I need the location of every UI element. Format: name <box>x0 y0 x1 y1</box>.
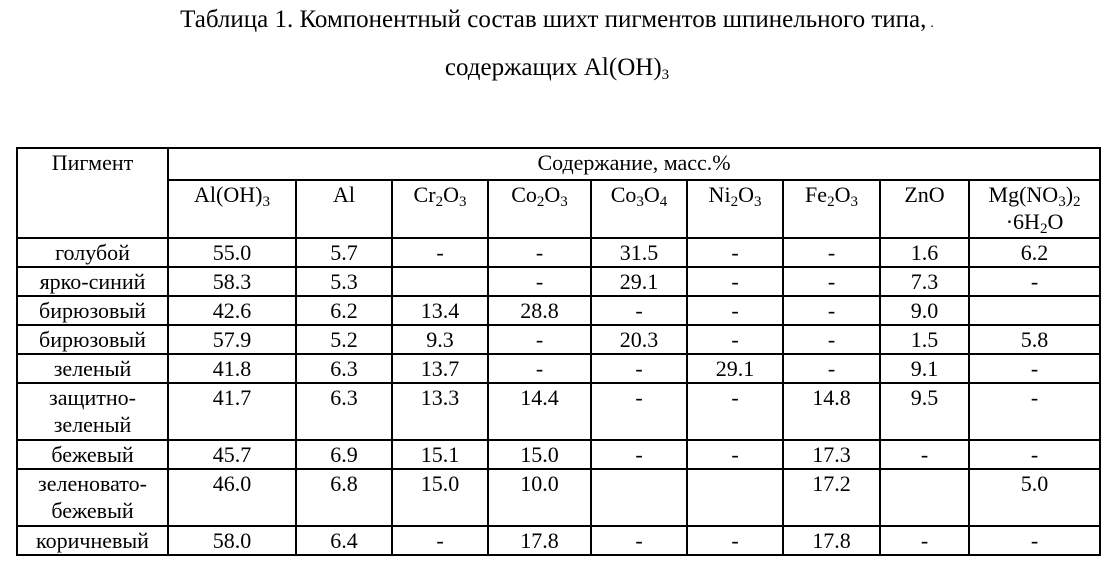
pigment-name: коричневый <box>17 526 168 555</box>
value-cell: 5.7 <box>296 238 392 267</box>
value-cell: 15.1 <box>392 440 488 469</box>
value-cell: 41.8 <box>168 354 296 383</box>
column-header-4: $Co_3O_4$ <box>591 180 687 238</box>
value-cell: 55.0 <box>168 238 296 267</box>
value-cell: - <box>488 354 591 383</box>
value-cell: 29.1 <box>687 354 783 383</box>
value-cell: - <box>687 238 783 267</box>
pigment-name: защитно- зеленый <box>17 383 168 440</box>
value-cell: - <box>783 296 880 325</box>
value-cell: 17.8 <box>783 526 880 555</box>
value-cell: - <box>687 383 783 440</box>
value-cell: 20.3 <box>591 325 687 354</box>
column-header-7: ZnO <box>880 180 969 238</box>
value-cell: - <box>687 440 783 469</box>
value-cell <box>687 469 783 526</box>
value-cell: 6.4 <box>296 526 392 555</box>
value-cell: 14.4 <box>488 383 591 440</box>
value-cell: 14.8 <box>783 383 880 440</box>
value-cell: - <box>880 526 969 555</box>
value-cell: 9.0 <box>880 296 969 325</box>
value-cell: - <box>969 383 1100 440</box>
value-cell: 29.1 <box>591 267 687 296</box>
value-cell: - <box>783 354 880 383</box>
value-cell: 58.3 <box>168 267 296 296</box>
value-cell: - <box>969 440 1100 469</box>
pigment-name: зеленый <box>17 354 168 383</box>
column-header-8: $Mg(NO_3)_2$ $\cdot 6H_2O$ <box>969 180 1100 238</box>
value-cell: 1.5 <box>880 325 969 354</box>
value-cell: - <box>392 238 488 267</box>
value-cell: 9.5 <box>880 383 969 440</box>
column-header-2: $Cr_2O_3$ <box>392 180 488 238</box>
value-cell: 9.3 <box>392 325 488 354</box>
value-cell: - <box>880 440 969 469</box>
value-cell: 58.0 <box>168 526 296 555</box>
column-header-5: $Ni_2O_3$ <box>687 180 783 238</box>
value-cell: 41.7 <box>168 383 296 440</box>
table-row <box>17 296 1100 325</box>
pigment-name: бирюзовый <box>17 296 168 325</box>
table-row <box>17 526 1100 555</box>
table-row <box>17 238 1100 267</box>
value-cell: 6.3 <box>296 383 392 440</box>
pigment-name: бежевый <box>17 440 168 469</box>
value-cell: 46.0 <box>168 469 296 526</box>
value-cell: - <box>969 526 1100 555</box>
column-header-0: $Al(OH)_3$ <box>168 180 296 238</box>
table-row <box>17 383 1100 440</box>
composition-table <box>16 147 1101 556</box>
value-cell: 13.4 <box>392 296 488 325</box>
table-row <box>17 267 1100 296</box>
value-cell: - <box>488 325 591 354</box>
value-cell: - <box>687 325 783 354</box>
table-row <box>17 469 1100 526</box>
value-cell: 5.2 <box>296 325 392 354</box>
value-cell: 5.0 <box>969 469 1100 526</box>
table-row <box>17 325 1100 354</box>
table-title-line1 <box>0 5 1114 39</box>
column-header-6: $Fe_2O_3$ <box>783 180 880 238</box>
value-cell: 6.9 <box>296 440 392 469</box>
value-cell: 45.7 <box>168 440 296 469</box>
value-cell: 9.1 <box>880 354 969 383</box>
value-cell: 6.8 <box>296 469 392 526</box>
value-cell: 5.3 <box>296 267 392 296</box>
table-title-text: Таблица 1. Компонентный состав шихт пигментов шпинельного типа, <box>180 6 927 33</box>
value-cell: 6.2 <box>296 296 392 325</box>
value-cell: - <box>591 526 687 555</box>
column-header-row <box>17 180 1100 238</box>
value-cell: 15.0 <box>392 469 488 526</box>
content-header: Содержание, масс.% <box>168 148 1100 180</box>
value-cell <box>392 267 488 296</box>
value-cell: - <box>969 267 1100 296</box>
table-row <box>17 440 1100 469</box>
value-cell: - <box>488 238 591 267</box>
value-cell <box>880 469 969 526</box>
value-cell: - <box>969 354 1100 383</box>
value-cell: - <box>783 238 880 267</box>
pigment-name: голубой <box>17 238 168 267</box>
pigment-header: Пигмент <box>17 148 168 238</box>
value-cell: 1.6 <box>880 238 969 267</box>
value-cell: - <box>488 267 591 296</box>
value-cell: 7.3 <box>880 267 969 296</box>
value-cell: 17.8 <box>488 526 591 555</box>
pigment-name: бирюзовый <box>17 325 168 354</box>
column-header-3: $Co_2O_3$ <box>488 180 591 238</box>
pigment-name: зеленовато- бежевый <box>17 469 168 526</box>
value-cell: - <box>591 354 687 383</box>
value-cell: - <box>783 267 880 296</box>
value-cell: - <box>687 267 783 296</box>
value-cell: 6.2 <box>969 238 1100 267</box>
value-cell: - <box>591 383 687 440</box>
value-cell: - <box>687 296 783 325</box>
value-cell: 15.0 <box>488 440 591 469</box>
value-cell <box>591 469 687 526</box>
table-title-line2: содержащих $Al(OH)_3$ <box>444 54 670 83</box>
pigment-name: ярко-синий <box>17 267 168 296</box>
value-cell: 10.0 <box>488 469 591 526</box>
value-cell: 28.8 <box>488 296 591 325</box>
column-header-1: Al <box>296 180 392 238</box>
value-cell: 17.2 <box>783 469 880 526</box>
header-row <box>17 148 1100 180</box>
value-cell: - <box>687 526 783 555</box>
value-cell: 31.5 <box>591 238 687 267</box>
table-row <box>17 354 1100 383</box>
stray-mark: . <box>930 16 934 31</box>
value-cell <box>969 296 1100 325</box>
value-cell: - <box>591 296 687 325</box>
value-cell: 42.6 <box>168 296 296 325</box>
value-cell: 6.3 <box>296 354 392 383</box>
value-cell: 5.8 <box>969 325 1100 354</box>
value-cell: 13.3 <box>392 383 488 440</box>
value-cell: 57.9 <box>168 325 296 354</box>
value-cell: - <box>783 325 880 354</box>
value-cell: 13.7 <box>392 354 488 383</box>
value-cell: - <box>392 526 488 555</box>
value-cell: 17.3 <box>783 440 880 469</box>
value-cell: - <box>591 440 687 469</box>
